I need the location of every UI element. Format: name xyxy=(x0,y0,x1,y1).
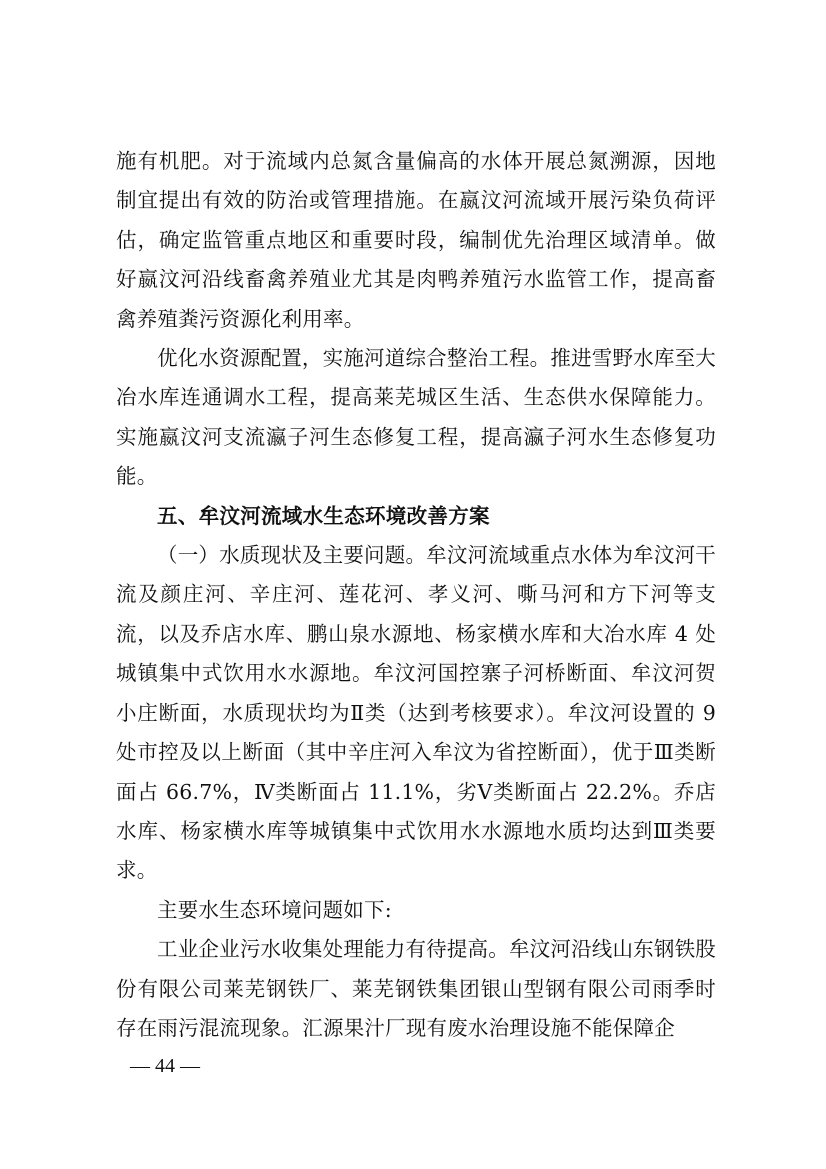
paragraph-livestock: 施有机肥。对于流域内总氮含量偏高的水体开展总氮溯源，因地制宜提出有效的防治或管理措施。在嬴汶河流域开展污染负荷评估，确定监管重点地区和重要时段，编制优先治理区域清单。做好嬴汶河沿线畜禽养殖业尤其是肉鸭养殖污水监管工作，提高畜禽养殖粪污资源化利用率。 xyxy=(116,149,716,331)
page-number: — 44 — xyxy=(130,1055,200,1077)
paragraph-water-quality: （一）水质现状及主要问题。牟汶河流域重点水体为牟汶河干流及颜庄河、辛庄河、莲花河、孝义河、嘶马河和方下河等支流，以及乔店水库、鹏山泉水源地、杨家横水库和大冶水库 4 处城镇集中式饮用水水源地。牟汶河国控寨子河桥断面、牟汶河贺小庄断面，水质现状均为Ⅱ类（达到考核要求）。牟汶河设置的 9 处市控及以上断面（其中辛庄河入牟汶为省控断面），优于Ⅲ类断面占 66.7%，Ⅳ类断面占 11.1%，劣Ⅴ类断面占 22.2%。乔店水库、杨家横水库等城镇集中式饮用水水源地水质均达到Ⅲ类要求。 xyxy=(116,543,716,883)
paragraph-main-problems: 主要水生态环境问题如下: xyxy=(157,897,392,922)
section-heading: 五、牟汶河流域水生态环境改善方案 xyxy=(157,503,490,528)
paragraph-industrial-sewage: 工业企业污水收集处理能力有待提高。牟汶河沿线山东钢铁股份有限公司莱芜钢铁厂、莱芜钢铁集团银山型钢有限公司雨季时存在雨污混流现象。汇源果汁厂现有废水治理设施不能保障企 xyxy=(116,937,716,1040)
body-text xyxy=(116,142,716,1048)
paragraph-water-resources: 优化水资源配置，实施河道综合整治工程。推进雪野水库至大冶水库连通调水工程，提高莱芜城区生活、生态供水保障能力。实施嬴汶河支流瀛子河生态修复工程，提高瀛子河水生态修复功能。 xyxy=(116,346,716,489)
